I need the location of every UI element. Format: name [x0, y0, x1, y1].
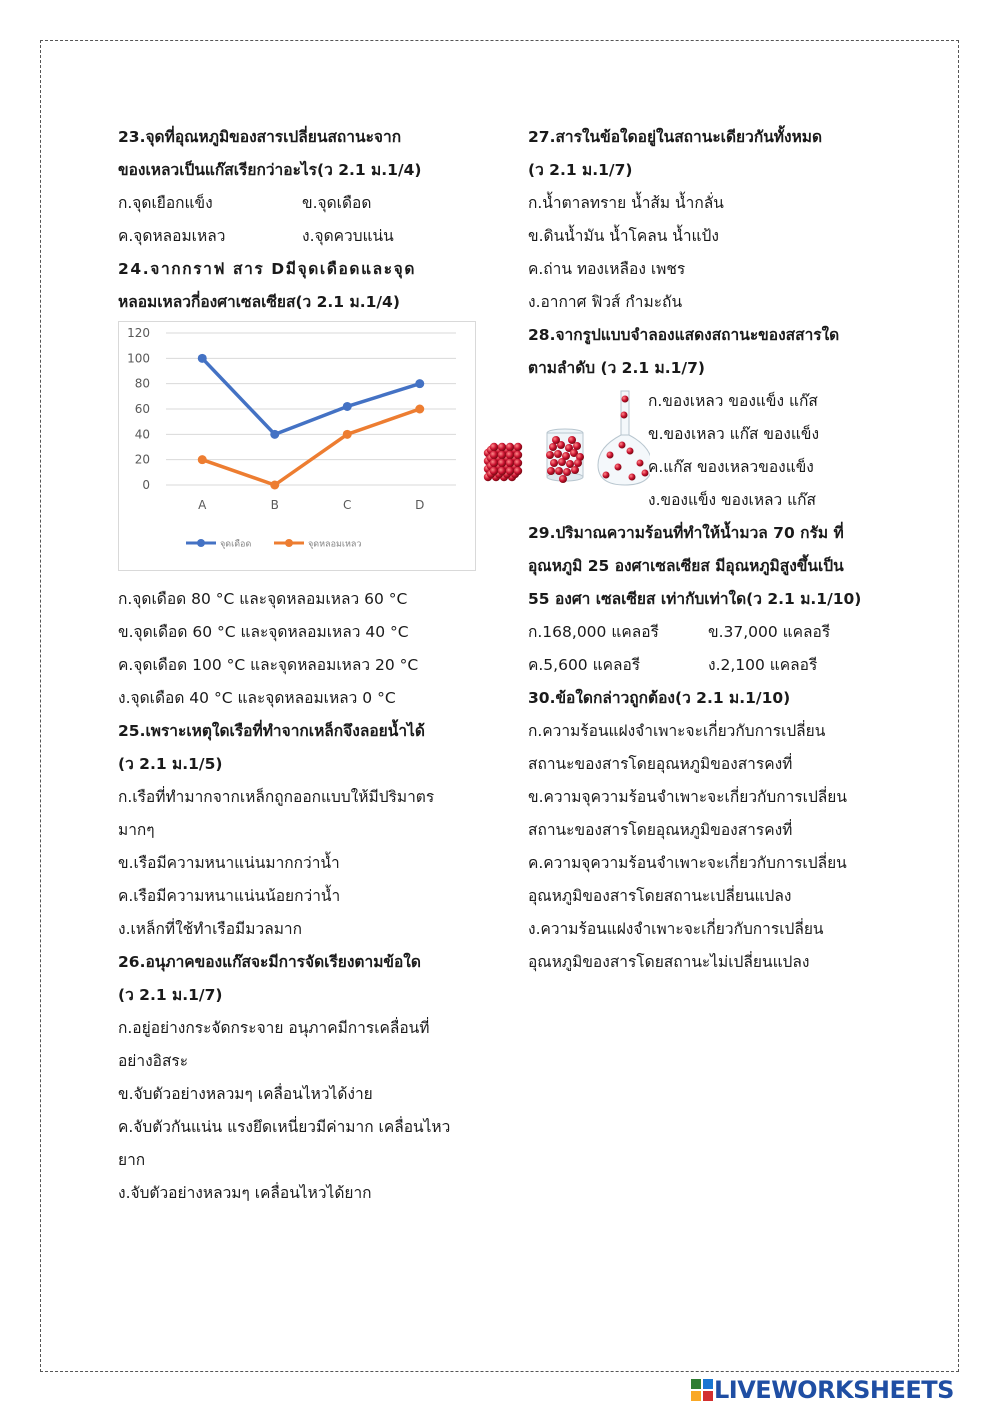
q26-option-d[interactable]: ง.จับตัวอย่างหลวมๆ เคลื่อนไหวได้ยาก: [118, 1184, 372, 1202]
q30-option-b-cont[interactable]: สถานะของสารโดยอุณหภูมิของสารคงที่: [528, 821, 793, 839]
q25-option-b[interactable]: ข.เรือมีความหนาแน่นมากกว่าน้ำ: [118, 854, 340, 872]
q30-option-d[interactable]: ง.ความร้อนแฝงจำเพาะจะเกี่ยวกับการเปลี่ยน: [528, 920, 824, 938]
right-column: [528, 121, 883, 979]
q30-title: 30.ข้อใดกล่าวถูกต้อง(ว 2.1 ม.1/10): [528, 689, 791, 707]
particle: [514, 443, 522, 451]
particle: [637, 460, 644, 467]
q29-title-line3: 55 องศา เซลเซียส เท่ากับเท่าใด(ว 2.1 ม.1/10): [528, 590, 862, 608]
q26-title: 26.อนุภาคของแก๊สจะมีการจัดเรียงตามข้อใด: [118, 953, 421, 971]
particle: [506, 443, 514, 451]
q30-option-d-cont[interactable]: อุณหภูมิของสารโดยสถานะไม่เปลี่ยนแปลง: [528, 953, 810, 971]
q23-option-c[interactable]: ค.จุดหลอมเหลว: [118, 227, 226, 245]
q25-title-line2: (ว 2.1 ม.1/5): [118, 755, 223, 773]
particle: [574, 459, 582, 467]
q26-option-a-cont[interactable]: อย่างอิสระ: [118, 1052, 189, 1070]
q23-option-a[interactable]: ก.จุดเยือกแข็ง: [118, 194, 213, 212]
particle: [490, 443, 498, 451]
particle: [490, 467, 498, 475]
legend-label-1: จุดหลอมเหลว: [308, 539, 362, 550]
particle: [603, 472, 610, 479]
particle: [568, 436, 576, 444]
series-0-point: [343, 402, 352, 411]
q24-option-d[interactable]: ง.จุดเดือด 40 °C และจุดหลอมเหลว 0 °C: [118, 689, 396, 707]
q29-options-row2: [528, 649, 883, 682]
liveworksheets-logo-text: LIVEWORKSHEETS: [714, 1376, 954, 1404]
liquid-beaker-icon: [546, 429, 584, 483]
q30-option-c[interactable]: ค.ความจุความร้อนจำเพาะจะเกี่ยวกับการเปลี่ยน: [528, 854, 847, 872]
liveworksheets-logo-icon: [690, 1378, 714, 1402]
q29-option-a[interactable]: ก.168,000 แคลอรี: [528, 623, 659, 641]
particle: [506, 467, 514, 475]
q23-option-d[interactable]: ง.จุดควบแน่น: [302, 227, 394, 245]
q27-option-a[interactable]: ก.น้ำตาลทราย น้ำส้ม น้ำกลั่น: [528, 194, 724, 212]
x-tick-label: D: [415, 498, 425, 512]
q28-body: [480, 385, 883, 517]
q28-option-b[interactable]: ข.ของเหลว แก๊ส ของแข็ง: [648, 425, 820, 443]
q24-title-line2: หลอมเหลวกี่องศาเซลเซียส(ว 2.1 ม.1/4): [118, 293, 400, 311]
states-of-matter-illustration: [480, 385, 650, 517]
q29-option-d[interactable]: ง.2,100 แคลอรี: [708, 656, 818, 674]
particle: [607, 452, 614, 459]
particle: [619, 442, 626, 449]
particle: [506, 451, 514, 459]
particle: [552, 436, 560, 444]
left-column: [118, 121, 476, 1210]
particle: [490, 459, 498, 467]
particle: [627, 448, 634, 455]
y-tick-label: 40: [134, 427, 150, 442]
q28-option-a[interactable]: ก.ของเหลว ของแข็ง แก๊ส: [648, 392, 818, 410]
q29-title-line2: อุณหภูมิ 25 องศาเซลเซียส มีอุณหภูมิสูงขึ้นเป็น: [528, 557, 844, 575]
particle: [571, 466, 579, 474]
particle: [621, 412, 628, 419]
q25-option-c[interactable]: ค.เรือมีความหนาแน่นน้อยกว่าน้ำ: [118, 887, 341, 905]
chart-frame: [119, 322, 476, 571]
liveworksheets-logo[interactable]: [690, 1376, 954, 1404]
q28-option-d[interactable]: ง.ของแข็ง ของเหลว แก๊ส: [648, 491, 817, 509]
particle: [559, 475, 567, 483]
q29-title: 29.ปริมาณความร้อนที่ทำให้น้ำมวล 70 กรัม ที่: [528, 524, 844, 542]
legend-marker-0: [197, 539, 205, 547]
series-1-point: [415, 405, 424, 414]
q30-option-c-cont[interactable]: อุณหภูมิของสารโดยสถานะเปลี่ยนแปลง: [528, 887, 792, 905]
q24-option-a[interactable]: ก.จุดเดือด 80 °C และจุดหลอมเหลว 60 °C: [118, 590, 408, 608]
y-tick-label: 20: [134, 452, 150, 467]
particle: [622, 396, 629, 403]
particle: [549, 443, 557, 451]
particle: [554, 450, 562, 458]
q26-option-a[interactable]: ก.อยู่อย่างกระจัดกระจาย อนุภาคมีการเคลื่อนที่: [118, 1019, 430, 1037]
q27-option-c[interactable]: ค.ถ่าน ทองเหลือง เพชร: [528, 260, 686, 278]
legend-marker-1: [285, 539, 293, 547]
q26-option-c[interactable]: ค.จับตัวกันแน่น แรงยึดเหนี่ยวมีค่ามาก เคลื่อนไหว: [118, 1118, 451, 1136]
series-0-point: [415, 379, 424, 388]
q23-title: 23.จุดที่อุณหภูมิของสารเปลี่ยนสถานะจาก: [118, 128, 402, 146]
particle: [498, 451, 506, 459]
q25-title: 25.เพราะเหตุใดเรือที่ทำจากเหล็กจึงลอยน้ำได้: [118, 722, 425, 740]
series-1-point: [343, 430, 352, 439]
x-tick-label: A: [198, 498, 207, 512]
particle: [506, 459, 514, 467]
q26-option-b[interactable]: ข.จับตัวอย่างหลวมๆ เคลื่อนไหวได้ง่าย: [118, 1085, 373, 1103]
y-tick-label: 60: [134, 402, 150, 416]
q23-option-b[interactable]: ข.จุดเดือด: [302, 194, 372, 212]
q26-title-line2: (ว 2.1 ม.1/7): [118, 986, 223, 1004]
particle: [615, 464, 622, 471]
q27-option-b[interactable]: ข.ดินน้ำมัน น้ำโคลน น้ำแป้ง: [528, 227, 719, 245]
y-tick-label: 0: [142, 478, 150, 492]
particle: [490, 451, 498, 459]
legend-label-0: จุดเดือด: [220, 539, 252, 550]
y-tick-label: 80: [134, 376, 150, 391]
particle: [558, 458, 566, 466]
q28-title: 28.จากรูปแบบจำลองแสดงสถานะของสสารใด: [528, 326, 840, 344]
particle: [546, 451, 554, 459]
particle: [547, 467, 555, 475]
particle: [563, 468, 571, 476]
particle: [514, 459, 522, 467]
q27-title-line2: (ว 2.1 ม.1/7): [528, 161, 633, 179]
q23-title-line2: ของเหลวเป็นแก๊สเรียกว่าอะไร(ว 2.1 ม.1/4): [118, 161, 422, 179]
q24-option-b[interactable]: ข.จุดเดือด 60 °C และจุดหลอมเหลว 40 °C: [118, 623, 409, 641]
particle: [514, 451, 522, 459]
particle: [555, 467, 563, 475]
particle: [550, 459, 558, 467]
q26-option-c-cont[interactable]: ยาก: [118, 1151, 146, 1169]
q30-option-a[interactable]: ก.ความร้อนแฝงจำเพาะจะเกี่ยวกับการเปลี่ยน: [528, 722, 826, 740]
q28-title-line2: ตามลำดับ (ว 2.1 ม.1/7): [528, 359, 705, 377]
particle: [498, 459, 506, 467]
x-tick-label: B: [270, 498, 279, 512]
q25-option-a-cont[interactable]: มากๆ: [118, 821, 155, 839]
q23-options-row2: [118, 220, 476, 253]
q24-title: 24.จากกราฟ สาร Dมีจุดเดือดและจุด: [118, 260, 417, 278]
q28-options: [648, 385, 819, 517]
q29-option-c[interactable]: ค.5,600 แคลอรี: [528, 656, 641, 674]
series-0-point: [198, 354, 207, 363]
q28-option-c[interactable]: ค.แก๊ส ของเหลวของแข็ง: [648, 458, 814, 476]
line-chart: [118, 321, 476, 571]
particle: [514, 467, 522, 475]
q24-option-c[interactable]: ค.จุดเดือด 100 °C และจุดหลอมเหลว 20 °C: [118, 656, 419, 674]
q29-options-row1: [528, 616, 883, 649]
q30-option-b[interactable]: ข.ความจุความร้อนจำเพาะจะเกี่ยวกับการเปลี่ยน: [528, 788, 847, 806]
gas-flask-icon: [598, 391, 650, 485]
series-1-point: [270, 481, 279, 490]
q30-option-a-cont[interactable]: สถานะของสารโดยอุณหภูมิของสารคงที่: [528, 755, 793, 773]
x-tick-label: C: [343, 498, 352, 512]
particle: [498, 467, 506, 475]
y-tick-label: 120: [127, 326, 150, 340]
particle: [629, 474, 636, 481]
q29-option-b[interactable]: ข.37,000 แคลอรี: [708, 623, 831, 641]
particle: [498, 443, 506, 451]
series-1-point: [198, 455, 207, 464]
q27-title: 27.สารในข้อใดอยู่ในสถานะเดียวกันทั้งหมด: [528, 128, 823, 146]
y-tick-label: 100: [127, 351, 150, 366]
q25-option-a[interactable]: ก.เรือที่ทำมากจากเหล็กถูกออกแบบให้มีปริมาตร: [118, 788, 435, 806]
q23-options-row1: [118, 187, 476, 220]
q27-option-d[interactable]: ง.อากาศ ฟิวส์ กำมะถัน: [528, 293, 683, 311]
series-0-point: [270, 430, 279, 439]
solid-particles-icon: [484, 443, 522, 481]
q25-option-d[interactable]: ง.เหล็กที่ใช้ทำเรือมีมวลมาก: [118, 920, 302, 938]
